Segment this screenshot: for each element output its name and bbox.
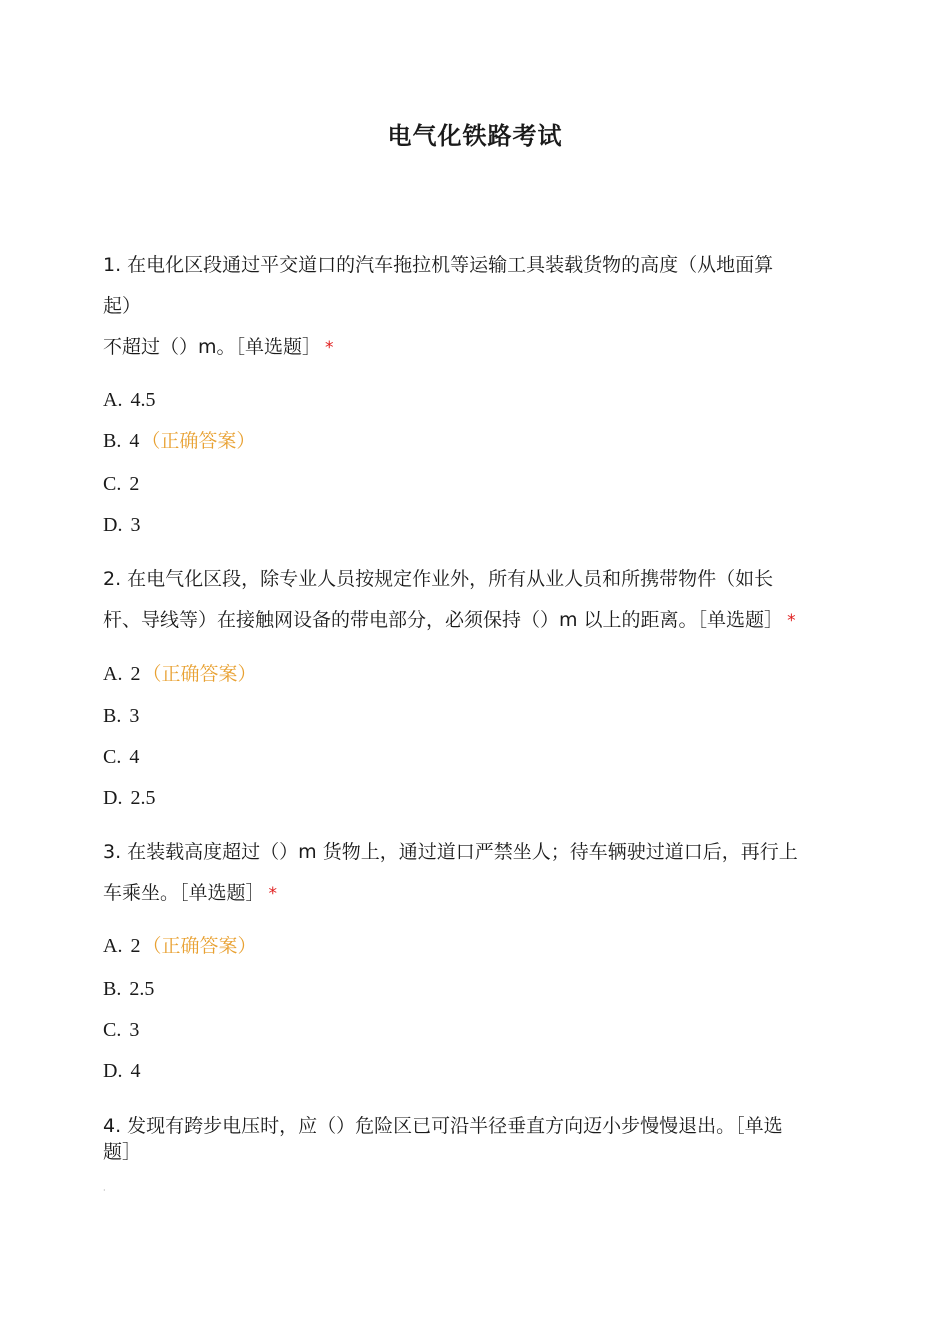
question-3-option-b [103, 976, 154, 1002]
option-letter: D. [103, 514, 123, 536]
option-value: 2 [130, 935, 141, 957]
option-value: 4 [129, 430, 140, 452]
option-value: 4.5 [130, 389, 156, 411]
option-letter: C. [103, 1019, 122, 1041]
option-value: 2 [130, 663, 141, 685]
option-value: 4 [130, 1060, 141, 1082]
correct-answer-label: （正确答案） [141, 430, 256, 452]
question-2-option-b [103, 703, 139, 729]
required-mark: * [325, 338, 334, 358]
option-value: 3 [129, 705, 140, 727]
question-2-option-d [103, 785, 155, 811]
option-letter: B. [103, 978, 122, 1000]
question-1-option-d [103, 512, 140, 538]
document-title: 电气化铁路考试 [387, 122, 563, 150]
question-1-line-2: 起） [103, 295, 142, 317]
question-1-line-3-text: 不超过（）m。［单选题］ [103, 336, 322, 358]
question-4-line-1: 4. 发现有跨步电压时，应（）危险区已可沿半径垂直方向迈小步慢慢退出。［单选 [103, 1115, 783, 1137]
option-value: 3 [130, 514, 141, 536]
option-letter: D. [103, 1060, 123, 1082]
question-1-line-1: 1. 在电化区段通过平交道口的汽车拖拉机等运输工具装载货物的高度（从地面算 [103, 254, 774, 276]
required-mark: * [268, 884, 278, 904]
option-value: 3 [129, 1019, 140, 1041]
question-3-line-2 [103, 880, 277, 907]
question-2-line-2 [103, 607, 796, 634]
question-3-option-c [103, 1017, 139, 1043]
option-letter: A. [103, 663, 123, 685]
required-mark: * [787, 611, 796, 631]
option-value: 4 [129, 746, 140, 768]
question-3-line-1: 3. 在装载高度超过（）m 货物上，通过道口严禁坐人；待车辆驶过道口后，再行上 [103, 841, 798, 863]
option-letter: C. [103, 746, 122, 768]
question-2-option-c [103, 744, 139, 770]
question-2-option-a [103, 661, 256, 687]
correct-answer-label: （正确答案） [142, 935, 257, 957]
option-value: 2.5 [130, 787, 156, 809]
question-3-option-a [103, 933, 256, 959]
option-letter: D. [103, 787, 123, 809]
question-4-line-2: 题］ [103, 1141, 142, 1163]
option-value: 2.5 [129, 978, 155, 1000]
option-value: 2 [129, 473, 140, 495]
page-dot-mark: · [103, 1186, 106, 1195]
option-letter: B. [103, 705, 122, 727]
question-2-line-1: 2. 在电气化区段，除专业人员按规定作业外，所有从业人员和所携带物件（如长 [103, 568, 774, 590]
question-1-line-3 [103, 334, 334, 361]
question-3-line-2-text: 车乘坐。［单选题］ [103, 882, 265, 904]
option-letter: B. [103, 430, 122, 452]
question-1-option-a [103, 387, 155, 413]
question-1-option-c [103, 471, 139, 497]
question-3-option-d [103, 1058, 140, 1084]
option-letter: C. [103, 473, 122, 495]
question-1-option-b [103, 428, 255, 454]
option-letter: A. [103, 389, 123, 411]
question-2-line-2-text: 杆、导线等）在接触网设备的带电部分，必须保持（）m 以上的距离。［单选题］ [103, 609, 784, 631]
option-letter: A. [103, 935, 123, 957]
correct-answer-label: （正确答案） [142, 663, 257, 685]
